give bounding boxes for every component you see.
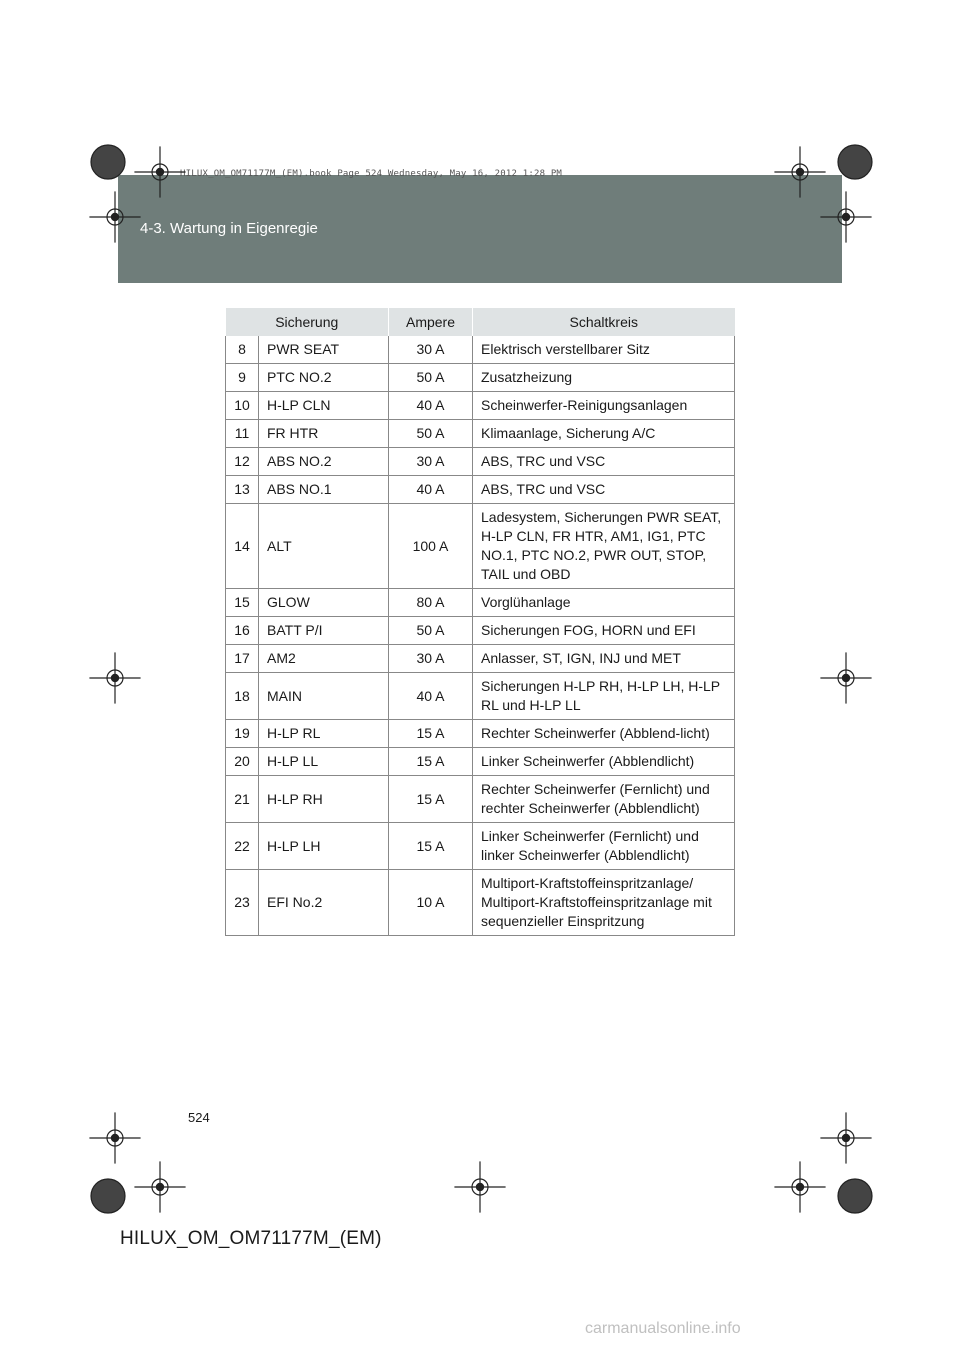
registration-crosshair-dot: [476, 1183, 483, 1190]
registration-crosshair-dot: [156, 1183, 163, 1190]
book-meta: HILUX_OM_OM71177M_(EM).book Page 524 Wednesday, May 16, 2012 1:28 PM: [180, 169, 563, 179]
fuse-circuit: Anlasser, ST, IGN, INJ und MET: [473, 645, 735, 673]
table-row: [226, 589, 735, 617]
fuse-circuit: Zusatzheizung: [473, 364, 735, 392]
fuse-ampere: 40 A: [389, 673, 473, 720]
fuse-ampere: 30 A: [389, 645, 473, 673]
fuse-number: 21: [226, 776, 259, 823]
watermark: carmanualsonline.info: [585, 1320, 741, 1337]
fuse-circuit: Scheinwerfer-Reinigungsanlagen: [473, 392, 735, 420]
page-number: 524: [188, 1110, 210, 1125]
fuse-ampere: 15 A: [389, 823, 473, 870]
fuse-circuit: Klimaanlage, Sicherung A/C: [473, 420, 735, 448]
fuse-ampere: 40 A: [389, 476, 473, 504]
header-ampere: Ampere: [389, 308, 473, 336]
fuse-number: 23: [226, 870, 259, 936]
registration-crosshair-dot: [842, 674, 849, 681]
fuse-number: 15: [226, 589, 259, 617]
table-row: [226, 823, 735, 870]
table-row: [226, 870, 735, 936]
fuse-name: H-LP LL: [259, 748, 389, 776]
fuse-circuit: ABS, TRC und VSC: [473, 448, 735, 476]
section-title: 4-3. Wartung in Eigenregie: [140, 220, 318, 237]
table-row: [226, 720, 735, 748]
registration-crosshair-dot: [111, 674, 118, 681]
table-row: [226, 392, 735, 420]
registration-starburst: [838, 1179, 872, 1213]
fuse-circuit: Linker Scheinwerfer (Fernlicht) und linker Scheinwerfer (Abblendlicht): [473, 823, 735, 870]
fuse-ampere: 50 A: [389, 364, 473, 392]
fuse-number: 12: [226, 448, 259, 476]
fuse-name: ABS NO.2: [259, 448, 389, 476]
fuse-ampere: 10 A: [389, 870, 473, 936]
fuse-ampere: 80 A: [389, 589, 473, 617]
fuse-number: 14: [226, 504, 259, 589]
fuse-name: BATT P/I: [259, 617, 389, 645]
table-row: [226, 776, 735, 823]
fuse-name: ALT: [259, 504, 389, 589]
registration-crosshair-dot: [796, 1183, 803, 1190]
registration-crosshair-dot: [842, 1134, 849, 1141]
table-row: [226, 336, 735, 364]
fuse-ampere: 40 A: [389, 392, 473, 420]
table-row: [226, 364, 735, 392]
fuse-number: 16: [226, 617, 259, 645]
fuse-ampere: 15 A: [389, 776, 473, 823]
fuse-circuit: Ladesystem, Sicherungen PWR SEAT, H-LP CLN, FR HTR, AM1, IG1, PTC NO.1, PTC NO.2, PWR OUT, STOP, TAIL und OBD: [473, 504, 735, 589]
fuse-circuit: Rechter Scheinwerfer (Abblend-licht): [473, 720, 735, 748]
fuse-name: MAIN: [259, 673, 389, 720]
fuse-name: FR HTR: [259, 420, 389, 448]
fuse-number: 13: [226, 476, 259, 504]
registration-crosshair-dot: [842, 213, 849, 220]
fuse-name: H-LP RH: [259, 776, 389, 823]
registration-crosshair-dot: [111, 1134, 118, 1141]
registration-crosshair: [792, 1179, 808, 1195]
fuse-number: 17: [226, 645, 259, 673]
fuse-circuit: Vorglühanlage: [473, 589, 735, 617]
fuse-circuit: Sicherungen H-LP RH, H-LP LH, H-LP RL und H-LP LL: [473, 673, 735, 720]
fuse-circuit: Linker Scheinwerfer (Abblendlicht): [473, 748, 735, 776]
fuse-circuit: Multiport-Kraftstoffeinspritzanlage/ Multiport-Kraftstoffeinspritzanlage mit sequenzieller Einspritzung: [473, 870, 735, 936]
table-row: [226, 617, 735, 645]
fuse-ampere: 50 A: [389, 617, 473, 645]
fuse-number: 20: [226, 748, 259, 776]
fuse-name: ABS NO.1: [259, 476, 389, 504]
fuse-name: H-LP CLN: [259, 392, 389, 420]
registration-starburst: [838, 145, 872, 179]
table-header-row: [226, 308, 735, 336]
registration-crosshair: [107, 670, 123, 686]
registration-starburst: [91, 145, 125, 179]
fuse-number: 8: [226, 336, 259, 364]
fuse-name: GLOW: [259, 589, 389, 617]
fuse-name: PWR SEAT: [259, 336, 389, 364]
fuse-ampere: 15 A: [389, 720, 473, 748]
fuse-number: 22: [226, 823, 259, 870]
fuse-name: H-LP LH: [259, 823, 389, 870]
fuse-ampere: 50 A: [389, 420, 473, 448]
fuse-circuit: Sicherungen FOG, HORN und EFI: [473, 617, 735, 645]
fuse-ampere: 15 A: [389, 748, 473, 776]
registration-crosshair: [472, 1179, 488, 1195]
table-row: [226, 476, 735, 504]
fuse-ampere: 30 A: [389, 336, 473, 364]
registration-crosshair: [152, 1179, 168, 1195]
registration-crosshair: [107, 1130, 123, 1146]
fuse-circuit: Rechter Scheinwerfer (Fernlicht) und rechter Scheinwerfer (Abblendlicht): [473, 776, 735, 823]
fuse-number: 9: [226, 364, 259, 392]
header-sicherung: Sicherung: [226, 308, 389, 336]
registration-crosshair: [838, 1130, 854, 1146]
header-schaltkreis: Schaltkreis: [473, 308, 735, 336]
table-row: [226, 645, 735, 673]
table-row: [226, 504, 735, 589]
fuse-number: 11: [226, 420, 259, 448]
fuse-circuit: ABS, TRC und VSC: [473, 476, 735, 504]
fuse-name: AM2: [259, 645, 389, 673]
fuse-ampere: 30 A: [389, 448, 473, 476]
table-row: [226, 448, 735, 476]
fuse-number: 10: [226, 392, 259, 420]
table-row: [226, 420, 735, 448]
registration-crosshair: [838, 670, 854, 686]
fuse-name: PTC NO.2: [259, 364, 389, 392]
footer-doc-id: HILUX_OM_OM71177M_(EM): [120, 1228, 382, 1249]
fuse-name: EFI No.2: [259, 870, 389, 936]
registration-starburst: [91, 1179, 125, 1213]
fuse-circuit: Elektrisch verstellbarer Sitz: [473, 336, 735, 364]
table-row: [226, 673, 735, 720]
fuse-table: [225, 308, 735, 936]
fuse-name: H-LP RL: [259, 720, 389, 748]
table-row: [226, 748, 735, 776]
fuse-ampere: 100 A: [389, 504, 473, 589]
fuse-number: 18: [226, 673, 259, 720]
fuse-number: 19: [226, 720, 259, 748]
